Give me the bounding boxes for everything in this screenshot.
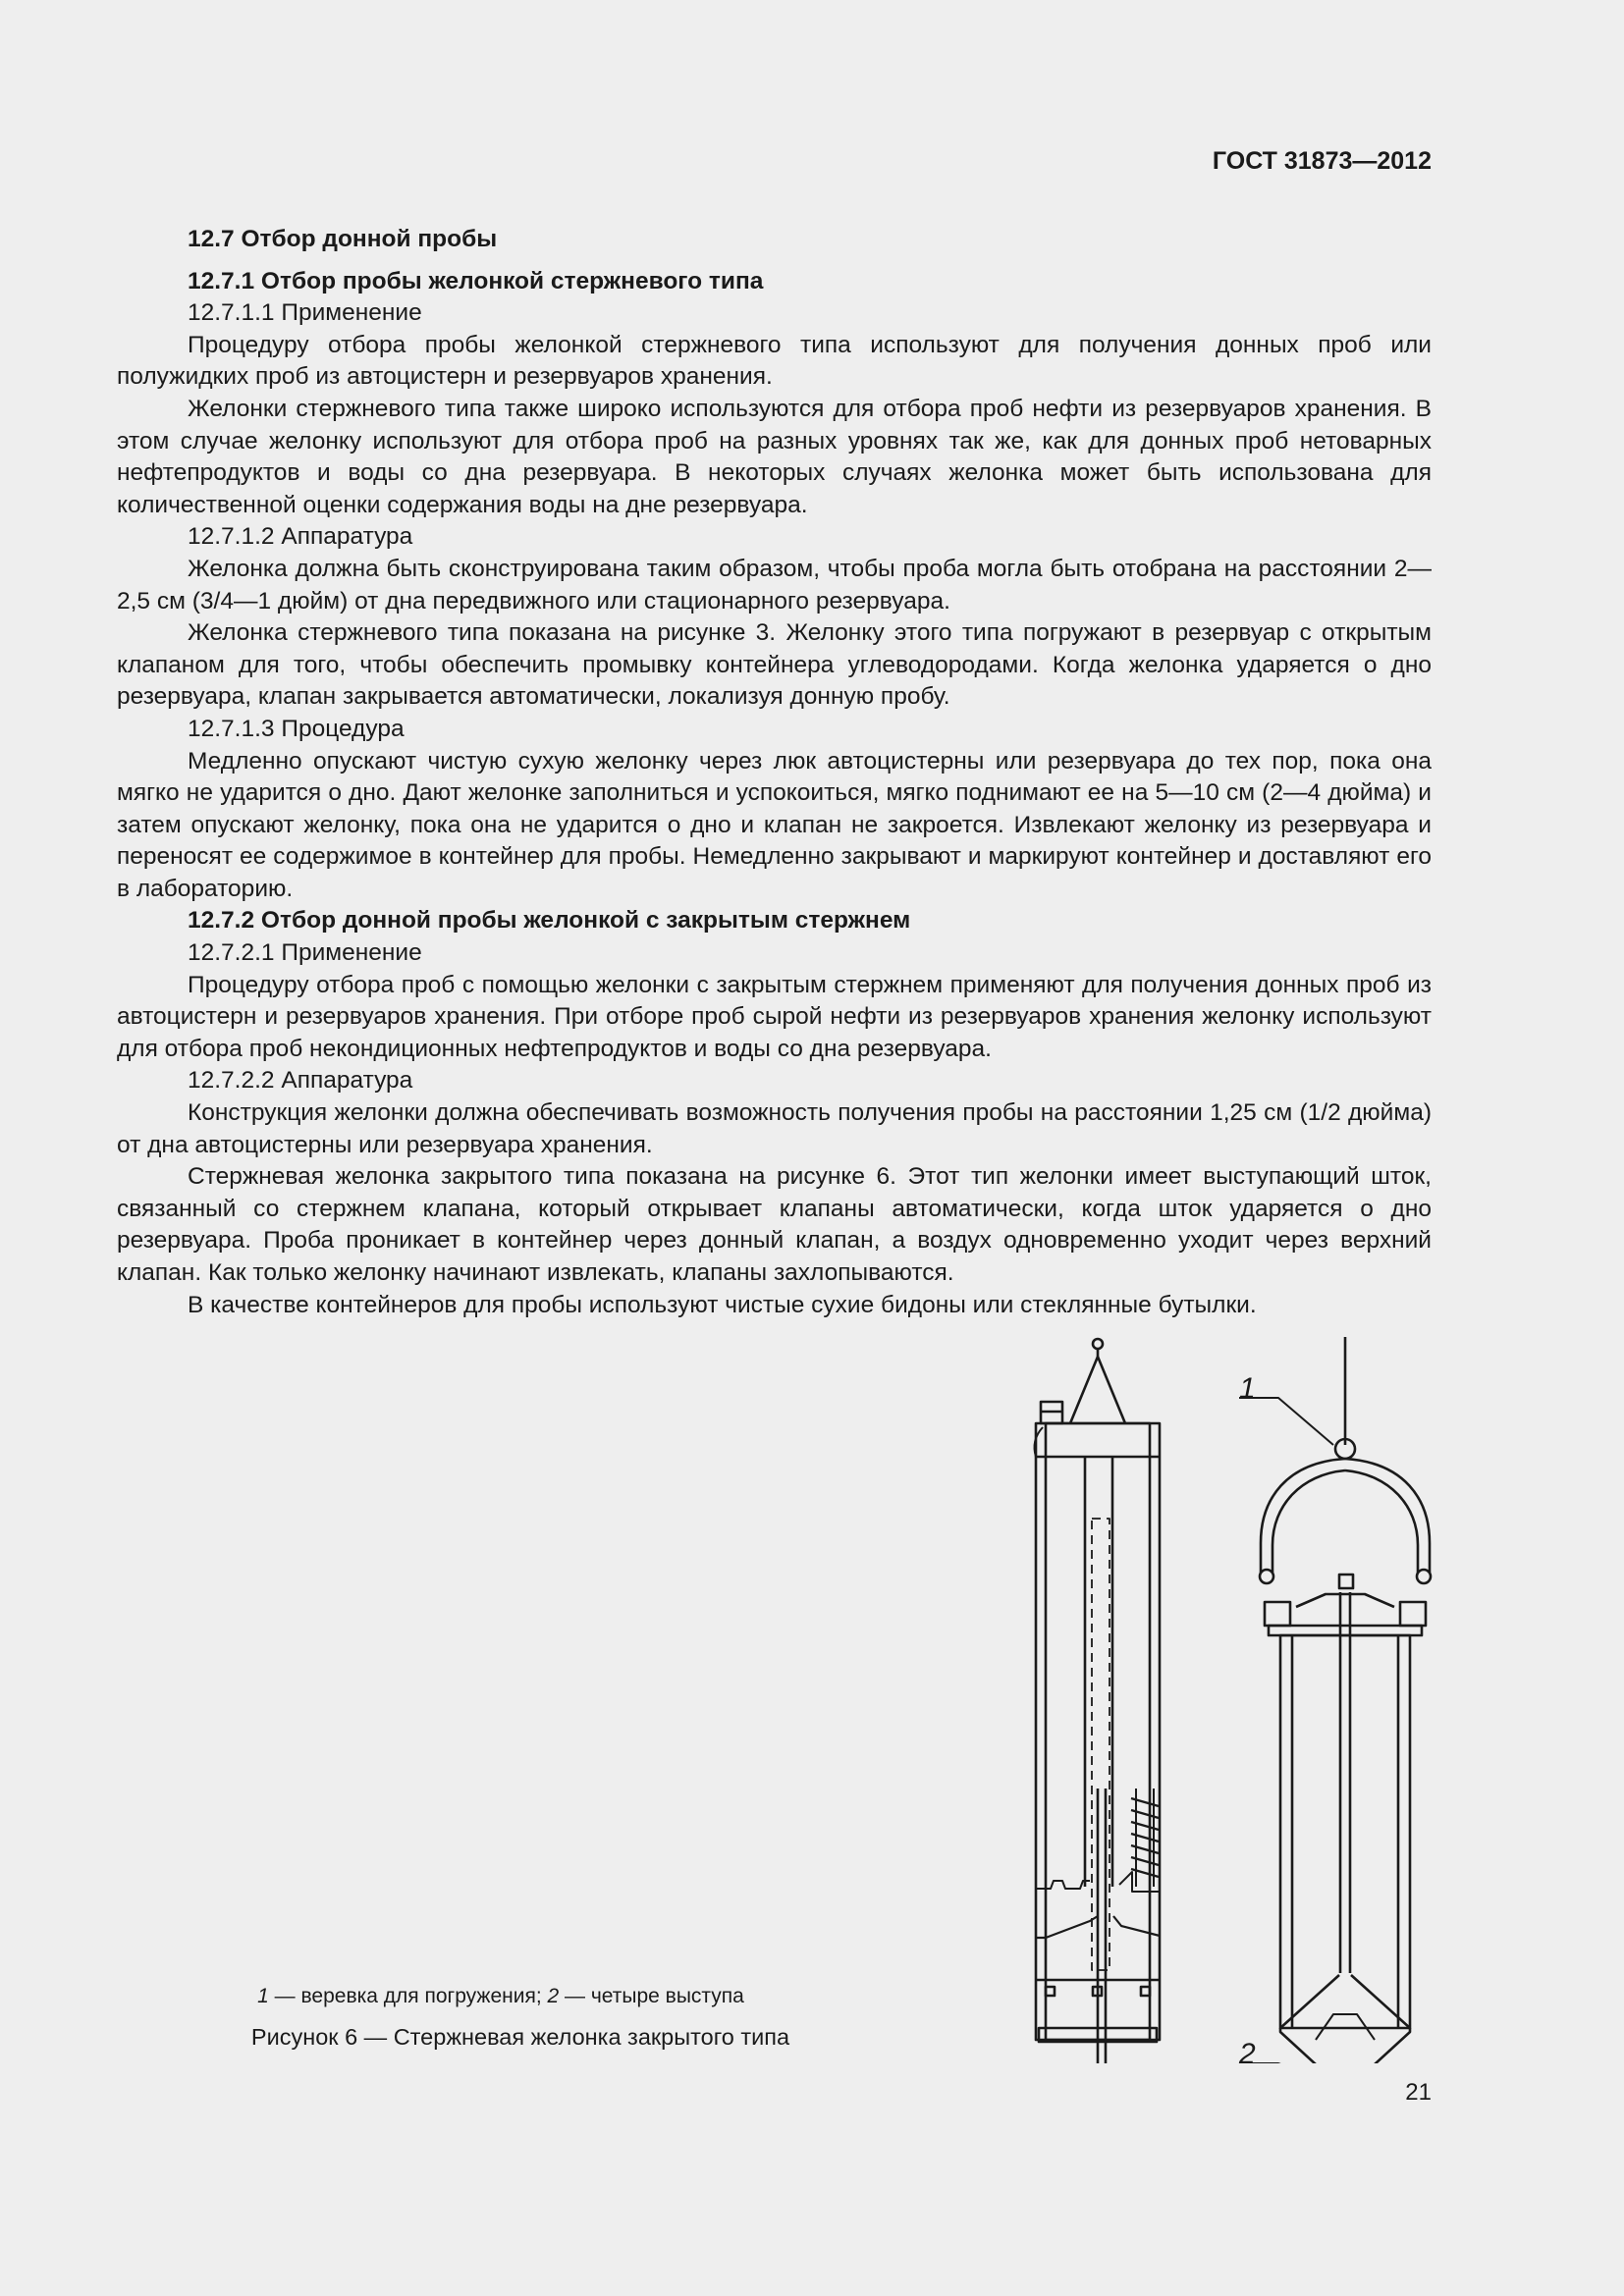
paragraph: В качестве контейнеров для пробы используют чистые сухие бидоны или стеклянные бутылки. (188, 1291, 1257, 1318)
paragraph: Желонки стержневого типа также широко используются для отбора проб нефти из резервуаров хранения. В этом случае желонку используют для отбора проб на разных уровнях так же, как для донных проб нетоварных нефтепродуктов и воды со дна резервуара. В некоторых случаях желонка может быть использована для количественной оценки содержания воды на дне резервуара. (117, 395, 1432, 518)
paragraph: Желонка должна быть сконструирована таким образом, чтобы проба могла быть отобрана на расстоянии 2—2,5 см (3/4—1 дюйм) от дна передвижного или стационарного резервуара. (117, 555, 1432, 614)
section-heading: 12.7 Отбор донной пробы (188, 226, 498, 252)
item-heading: 12.7.1.2 Аппаратура (188, 523, 413, 551)
paragraph: Процедуру отбора пробы желонкой стержневого типа используют для получения донных проб или полужидких проб из автоцистерн и резервуаров хранения. (117, 331, 1432, 391)
bailer-external-drawing (1239, 1337, 1431, 2063)
figure-legend (196, 1985, 805, 2008)
legend-text-1: — веревка для погружения; (268, 1985, 548, 2007)
legend-num-2: 2 (547, 1985, 560, 2007)
legend-text-2: — четыре выступа (559, 1985, 744, 2007)
item-heading: 12.7.2.2 Аппаратура (188, 1067, 413, 1095)
figure-caption: Рисунок 6 — Стержневая желонка закрытого типа (250, 2024, 790, 2050)
bailer-figure (1021, 1337, 1453, 2063)
body-text (117, 224, 1432, 1321)
subsection-heading: 12.7.2 Отбор донной пробы желонкой с закрытым стержнем (188, 907, 911, 934)
figure-label-2: 2 (1239, 2038, 1256, 2063)
item-heading: 12.7.2.1 Применение (188, 939, 422, 967)
figure-label-1: 1 (1239, 1372, 1256, 1405)
paragraph: Процедуру отбора проб с помощью желонки с закрытым стержнем применяют для получения донных проб из автоцистерн и резервуаров хранения. При отборе проб сырой нефти из резервуаров хранения желонку используют для отбора проб некондиционных нефтепродуктов и воды со дна резервуара. (117, 971, 1432, 1062)
paragraph: Медленно опускают чистую сухую желонку через люк автоцистерны или резервуара до тех пор, пока она мягко не ударится о дно. Дают желонке заполниться и успокоиться, мягко поднимают ее на 5—10 см (2—4 дюйма) и затем опускают желонку, пока она не ударится о дно и клапан не закроется. Извлекают желонку из резервуара и переносят ее содержимое в контейнер для пробы. Немедленно закрывают и маркируют контейнер и доставляют его в лабораторию. (117, 747, 1432, 902)
page-number: 21 (1405, 2079, 1432, 2106)
document-header: ГОСТ 31873—2012 (1212, 147, 1432, 175)
paragraph: Стержневая желонка закрытого типа показана на рисунке 6. Этот тип желонки имеет выступающий шток, связанный со стержнем клапана, который открывает клапаны автоматически, когда шток ударяется о дно резервуара. Проба проникает в контейнер через донный клапан, а воздух одновременно уходит через верхний клапан. Как только желонку начинают извлекать, клапаны захлопываются. (117, 1163, 1432, 1286)
bailer-section-drawing (1035, 1339, 1160, 2063)
item-heading: 12.7.1.3 Процедура (188, 715, 405, 742)
subsection-heading: 12.7.1 Отбор пробы желонкой стержневого типа (188, 267, 764, 294)
paragraph: Желонка стержневого типа показана на рисунке 3. Желонку этого типа погружают в резервуар с открытым клапаном для того, чтобы обеспечить промывку контейнера углеводородами. Когда желонка ударяется о дно резервуара, клапан закрывается автоматически, локализуя донную пробу. (117, 619, 1432, 711)
item-heading: 12.7.1.1 Применение (188, 299, 422, 327)
legend-num-1: 1 (257, 1985, 269, 2007)
paragraph: Конструкция желонки должна обеспечивать возможность получения пробы на расстоянии 1,25 см (1/2 дюйма) от дна автоцистерны или резервуара хранения. (117, 1099, 1432, 1158)
